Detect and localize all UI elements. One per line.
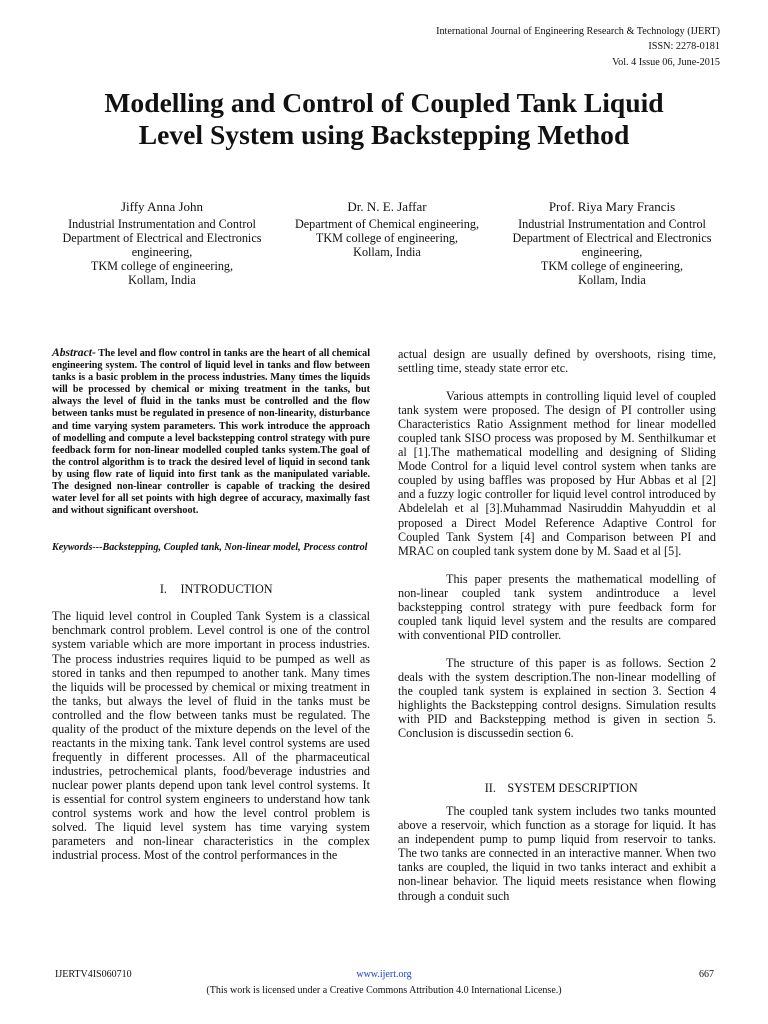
author-affiliation-line: engineering, <box>131 245 193 260</box>
author-block-2 <box>257 200 517 259</box>
journal-header <box>436 24 720 70</box>
footer-center <box>0 969 768 980</box>
page-number: 667 <box>699 969 714 980</box>
title-line-2: Level System using Backstepping Method <box>138 119 630 150</box>
journal-name: International Journal of Engineering Research & Technology (IJERT) <box>436 26 720 37</box>
author-affiliation-line: Department of Electrical and Electronics <box>512 231 712 246</box>
body-paragraph: The liquid level control in Coupled Tank System is a classical benchmark control problem. Level control is one of the control system variable which are more important in process industries. The process industries requires liquid to be pumped as well as stored in tanks and then repumped to another tank. Many times the liquids will be processed by chemical or mixing treatment in the tanks, but always the level of fluid in the tanks must be controlled and the flow between tanks must be regulated. The quality of the product of the mixture depends on the level of the reactants in the mixing tank. Tank level control systems are used frequently in different processes. All of the pharmaceutical industries, petrochemical plants, food/beverage industries and nuclear power plants depend upon tank level control systems. It is essential for control system engineers to understand how tank control systems work and how the level control problem is solved. The liquid level system has time varying system parameters and non-linear characteristics in the complex industrial process. Most of the control performances in the <box>52 609 370 863</box>
title-line-1: Modelling and Control of Coupled Tank Liquid <box>104 87 664 118</box>
abstract <box>52 347 370 517</box>
author-name: Dr. N. E. Jaffar <box>347 199 427 214</box>
author-affiliation-line: Kollam, India <box>128 273 196 288</box>
body-paragraph: This paper presents the mathematical modelling of non-linear coupled tank system andintroduce a level backstepping control strategy with pure feedback form for coupled tank liquid level system and the results are compared with conventional PID controller. <box>398 571 716 642</box>
author-affiliation-line: Department of Electrical and Electronics <box>62 231 262 246</box>
keywords: Keywords---Backstepping, Coupled tank, Non-linear model, Process control <box>52 542 368 554</box>
author-name: Jiffy Anna John <box>120 199 204 214</box>
author-affiliation-line: Kollam, India <box>578 273 646 288</box>
journal-volume: Vol. 4 Issue 06, June-2015 <box>612 56 720 68</box>
left-column <box>52 347 370 862</box>
body-paragraph: Various attempts in controlling liquid level of coupled tank system were proposed. The design of PI controller using Characteristics Ratio Assignment method for linear modelled coupled tank SISO process was proposed by M. Senthilkumar et al [1].The mathematical modelling and designing of Sliding Mode Control for a liquid level control system when tanks are coupled by using baffles was proposed by Hur Abbas et al [2] and a fuzzy logic controller for liquid level control introduced by Abdelelah et al [3].Muhammad Nasiruddin Mahyuddin et al proposed a Direct Model Reference Adaptive Control for Coupled Tank System [4] and Comparison between PI and MRAC on coupled tank system done by M. Saad et al [5]. <box>398 389 716 558</box>
abstract-text: The level and flow control in tanks are the heart of all chemical engineering system. The control of liquid level in tanks and flow between tanks is a basic problem in the process industries. Many times the liquids will be processed by chemical or mixing treatment in the tanks, but always the level of fluid in the tanks must be controlled and the flow between tanks must be regulated in presence of non-linearity, disturbance and time varying system parameters. This work introduce the approach of modelling and compute a level backstepping control strategy with pure feedback form for non-linear modelled coupled tanks system.The goal of the control algorithm is to track the desired level of liquid in second tank by using flow rate of liquid into first tank as the manipulated variable. The designed non-linear controller is capable of tracking the desired water level for all set points with high degree of accuracy, maximally fast and without significant overshoot. <box>52 348 371 517</box>
author-affiliation-line: engineering, <box>581 245 643 260</box>
paper-title <box>20 87 748 151</box>
author-affiliation-line: Kollam, India <box>353 245 421 260</box>
paper-id: IJERTV4IS060710 <box>55 969 132 980</box>
journal-issn: ISSN: 2278-0181 <box>648 41 720 53</box>
section-title: SYSTEM DESCRIPTION <box>507 781 638 796</box>
license-note: (This work is licensed under a Creative Commons Attribution 4.0 International License.) <box>206 985 562 996</box>
section-number: II. <box>484 781 496 796</box>
author-affiliation-line: TKM college of engineering, <box>540 259 684 274</box>
author-affiliation-line: TKM college of engineering, <box>90 259 234 274</box>
section-title: INTRODUCTION <box>180 582 273 597</box>
abstract-label: Abstract- <box>52 346 96 359</box>
author-affiliation-line: Industrial Instrumentation and Control <box>518 217 706 232</box>
section-number: I. <box>159 582 167 597</box>
right-column <box>398 347 716 903</box>
author-affiliation-line: Department of Chemical engineering, <box>294 217 480 232</box>
author-block-3 <box>482 200 742 288</box>
website-link[interactable]: www.ijert.org <box>356 969 412 980</box>
body-paragraph: The coupled tank system includes two tanks mounted above a reservoir, which function as a storage for liquid. It has an independent pump to pump liquid from reservoir to tanks. The two tanks are connected in an interactive manner. When two tanks are coupled, the liquid in two tanks interact and exhibit a non-linear behavior. The liquid meets resistance when flowing through a conduit such <box>398 804 716 903</box>
author-affiliation-line: Industrial Instrumentation and Control <box>68 217 256 232</box>
author-name: Prof. Riya Mary Francis <box>548 199 676 214</box>
author-affiliation-line: TKM college of engineering, <box>315 231 459 246</box>
author-block-1 <box>32 200 292 288</box>
section-heading-introduction <box>52 582 370 596</box>
section-heading-system-description <box>398 781 716 795</box>
body-paragraph: actual design are usually defined by overshoots, rising time, settling time, steady state error etc. <box>398 347 716 376</box>
body-paragraph: The structure of this paper is as follows. Section 2 deals with the system description.The non-linear modelling of the coupled tank system is explained in section 3. Section 4 highlights the Backstepping control designs. Simulation results with PID and Backstepping method is given in section 5. Conclusion is discussedin section 6. <box>398 655 716 741</box>
